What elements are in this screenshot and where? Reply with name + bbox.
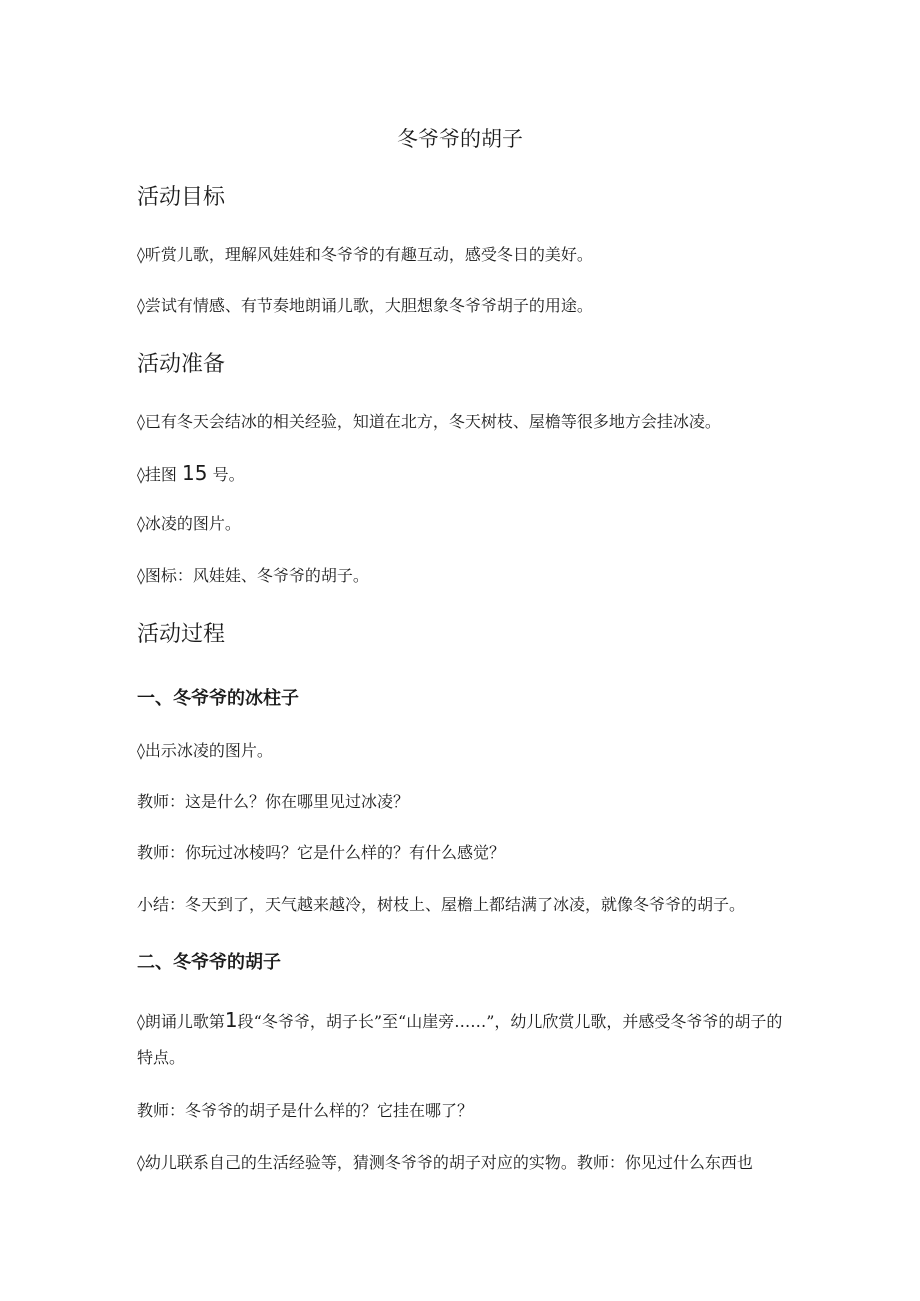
prep-item-4: ◊图标：风娃娃、冬爷爷的胡子。 bbox=[137, 566, 369, 585]
part2-line-3: ◊幼儿联系自己的生活经验等，猜测冬爷爷的胡子对应的实物。教师：你见过什么东西也 bbox=[137, 1153, 753, 1172]
part2-line-1-suffix: 段“冬爷爷，胡子长”至“山崖旁……”，幼儿欣赏儿歌，并感受冬爷爷的胡子的特点。 bbox=[137, 1012, 783, 1067]
part1-line-1: ◊出示冰凌的图片。 bbox=[137, 741, 273, 760]
prep-item-2-prefix: ◊挂图 bbox=[137, 465, 177, 484]
heading-process: 活动过程 bbox=[137, 622, 226, 647]
prep-item-2-number: 15 bbox=[182, 461, 208, 485]
heading-goals: 活动目标 bbox=[137, 185, 226, 210]
goal-item-1: ◊听赏儿歌，理解风娃娃和冬爷爷的有趣互动，感受冬日的美好。 bbox=[137, 245, 593, 264]
part2-line-2: 教师：冬爷爷的胡子是什么样的？它挂在哪了？ bbox=[137, 1101, 474, 1120]
prep-item-1: ◊已有冬天会结冰的相关经验，知道在北方，冬天树枝、屋檐等很多地方会挂冰凌。 bbox=[137, 412, 721, 431]
prep-item-2-suffix: 号。 bbox=[212, 465, 245, 484]
prep-item-3: ◊冰凌的图片。 bbox=[137, 514, 241, 533]
part2-line-1 bbox=[137, 1002, 787, 1076]
part2-line-1-prefix: ◊朗诵儿歌第 bbox=[137, 1012, 225, 1031]
part1-line-3: 教师：你玩过冰棱吗？它是什么样的？有什么感觉？ bbox=[137, 843, 506, 862]
page-title: 冬爷爷的胡子 bbox=[397, 127, 523, 151]
part2-title: 二、冬爷爷的胡子 bbox=[137, 952, 281, 973]
heading-preparation: 活动准备 bbox=[137, 352, 226, 377]
part1-title: 一、冬爷爷的冰柱子 bbox=[137, 688, 299, 709]
prep-item-2 bbox=[137, 460, 787, 488]
part2-line-1-number: 1 bbox=[224, 1008, 238, 1032]
part1-summary: 小结：冬天到了，天气越来越冷，树枝上、屋檐上都结满了冰凌，就像冬爷爷的胡子。 bbox=[137, 895, 746, 914]
goal-item-2: ◊尝试有情感、有节奏地朗诵儿歌，大胆想象冬爷爷胡子的用途。 bbox=[137, 296, 593, 315]
part1-line-2: 教师：这是什么？你在哪里见过冰凌？ bbox=[137, 792, 410, 811]
